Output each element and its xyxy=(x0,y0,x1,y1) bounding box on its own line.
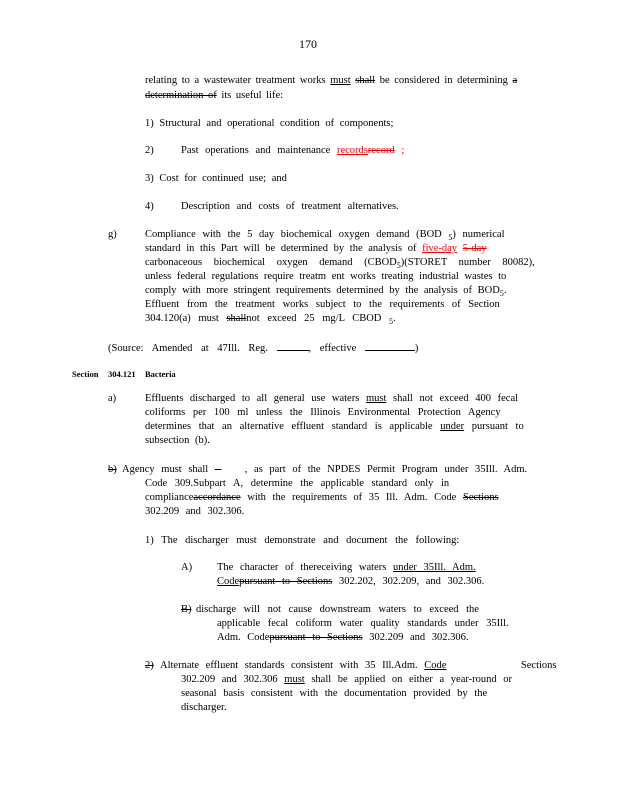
item-g-line-5: comply with more stringent requirements determined by the analysis of $BOD_5$. xyxy=(145,285,507,299)
intro-line-1: relating to a wastewater treatment works must shall be considered in determining a xyxy=(145,75,518,86)
item-g-line-2: standard in this Part will be determined by the analysis of five-day 5-day xyxy=(145,243,487,254)
intro-line-2: determination of its useful life: xyxy=(145,90,284,101)
source-note: (Source: Amended at 47Ill. Reg. , effective ) xyxy=(108,343,419,354)
inserted-records: records xyxy=(336,145,368,156)
item-g-label: g) xyxy=(108,229,117,240)
item-B-line-3: Adm. Codepursuant to Sections 302.209 and 302.306. xyxy=(217,632,469,643)
list-item-2: Past operations and maintenance recordsrecord ; xyxy=(181,145,405,156)
item-2-label: 2) xyxy=(145,660,154,671)
item-B-label: B) xyxy=(181,604,192,615)
page-number: 170 xyxy=(299,37,317,51)
item-b-line-4: 302.209 and 302.306. xyxy=(145,506,245,517)
item-g-line-1: Compliance with the 5 day biochemical oxygen demand (BOD $_5$) numerical xyxy=(145,229,505,243)
item-2-line-3: seasonal basis consistent with the documentation provided by the xyxy=(181,688,488,699)
item-A-label: A) xyxy=(181,562,193,573)
section-label: Section xyxy=(72,369,99,379)
item-a-line-3: determines that an alternative effluent standard is applicable under pursuant to xyxy=(145,421,524,432)
item-A-line-1: The character of thereceiving waters under 35Ill. Adm. xyxy=(217,562,476,573)
list-item-4-num: 4) xyxy=(145,201,154,212)
discharger-intro: 1) The discharger must demonstrate and document the following: xyxy=(145,535,460,546)
section-number: 304.121 xyxy=(108,369,136,379)
item-g-line-3: carbonaceous biochemical oxygen demand $(CBOD_5)(STORET$ number 80082), xyxy=(145,257,535,271)
item-g-line-4: unless federal regulations require treatm ent works treating industrial wastes to xyxy=(145,271,507,282)
item-b-line-2: Code 309.Subpart A, determine the applicable standard only in xyxy=(145,478,450,489)
item-B-line-2: applicable fecal coliform water quality standards under 35Ill. xyxy=(217,618,509,629)
item-B-line-1: discharge will not cause downstream waters to exceed the xyxy=(196,604,479,615)
item-b-label: b) xyxy=(108,464,117,475)
item-a-label: a) xyxy=(108,393,117,404)
item-a-line-1: Effluents discharged to all general use waters must shall not exceed 400 fecal xyxy=(145,393,519,404)
section-title: Bacteria xyxy=(145,369,176,379)
list-item-2-num: 2) xyxy=(145,145,154,156)
deleted-record: record xyxy=(367,145,395,156)
list-item-3: 3) Cost for continued use; and xyxy=(145,173,287,184)
item-g-line-6: Effluent from the treatment works subject to the requirements of Section xyxy=(145,299,500,310)
item-2-line-1: Alternate effluent standards consistent with 35 Ill.Adm. Code Sections xyxy=(160,660,557,671)
item-a-line-4: subsection (b). xyxy=(145,435,210,446)
list-item-1: 1) Structural and operational condition of components; xyxy=(145,118,394,129)
list-item-4: Description and costs of treatment alternatives. xyxy=(181,201,399,212)
item-2-line-2: 302.209 and 302.306 must shall be applied on either a year-round or xyxy=(181,674,513,685)
item-A-line-2: Codepursuant to Sections 302.202, 302.209, and 302.306. xyxy=(217,576,485,587)
item-b-line-3: complianceaccordance with the requirements of 35 Ill. Adm. Code Sections xyxy=(145,492,499,503)
item-2-line-4: discharger. xyxy=(181,702,227,713)
item-b-line-1: Agency must shall , as part of the NPDES Permit Program under 35Ill. Adm. xyxy=(122,464,528,475)
item-a-line-2: coliforms per 100 ml unless the Illinois Environmental Protection Agency xyxy=(145,407,501,418)
item-g-line-7: 304.120(a) must shallnot exceed 25 mg/L CBOD $_5$. xyxy=(145,313,396,327)
